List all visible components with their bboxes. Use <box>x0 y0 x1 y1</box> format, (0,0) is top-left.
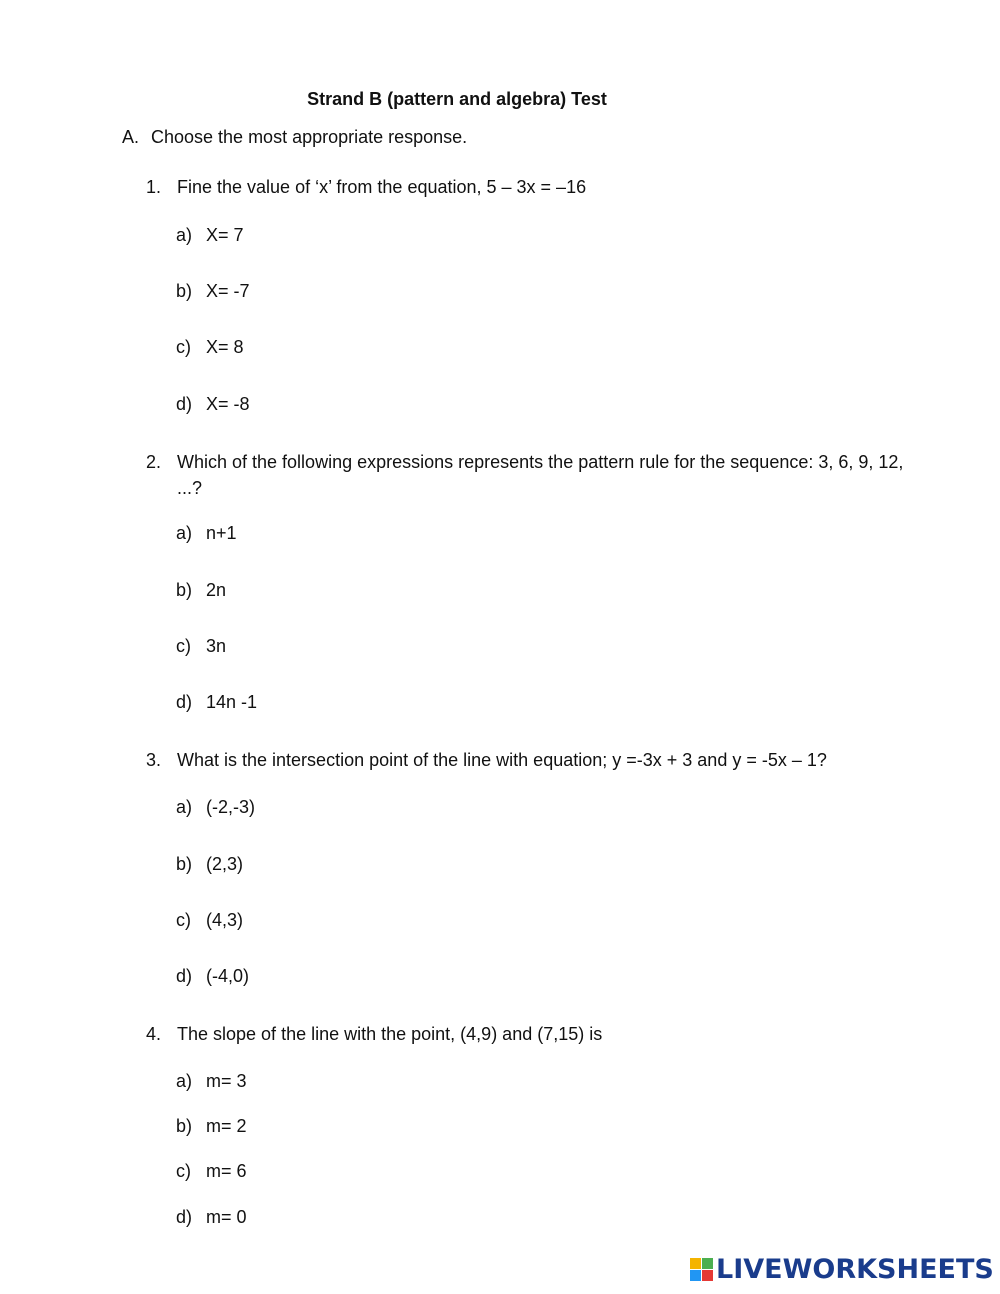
option-letter: a) <box>176 1071 193 1091</box>
option-letter: c) <box>176 910 191 930</box>
question-number: 1. <box>146 177 162 197</box>
option-4b[interactable] <box>176 1116 247 1137</box>
logo-mark-icon <box>690 1258 713 1281</box>
option-text: 14n -1 <box>206 692 258 712</box>
logo-square-icon <box>702 1270 713 1281</box>
option-letter: d) <box>176 394 193 414</box>
option-text: (4,3) <box>206 910 244 930</box>
section-instruction: Choose the most appropriate response. <box>151 127 468 147</box>
option-text: X= 8 <box>206 337 244 357</box>
logo-square-icon <box>702 1258 713 1269</box>
option-text: (2,3) <box>206 854 244 874</box>
option-letter: d) <box>176 966 193 986</box>
option-2b[interactable] <box>176 580 226 601</box>
option-3c[interactable] <box>176 910 243 931</box>
option-letter: d) <box>176 692 193 712</box>
option-text: X= -7 <box>206 281 250 301</box>
question-text: Which of the following expressions represents the pattern rule for the sequence: 3, 6, 9, 12, ...? <box>177 452 904 498</box>
option-letter: b) <box>176 281 193 301</box>
option-letter: b) <box>176 1116 193 1136</box>
option-text: n+1 <box>206 523 237 543</box>
option-text: X= -8 <box>206 394 250 414</box>
question-number: 4. <box>146 1024 162 1044</box>
option-3b[interactable] <box>176 854 243 875</box>
option-letter: a) <box>176 523 193 543</box>
option-text: (-2,-3) <box>206 797 255 817</box>
option-2d[interactable] <box>176 692 257 713</box>
question-3 <box>146 747 907 773</box>
option-text: X= 7 <box>206 225 244 245</box>
page-title: Strand B (pattern and algebra) Test <box>307 89 607 109</box>
question-text: The slope of the line with the point, (4,9) and (7,15) is <box>177 1024 603 1044</box>
liveworksheets-logo <box>690 1253 994 1285</box>
option-2c[interactable] <box>176 636 226 657</box>
option-letter: d) <box>176 1207 193 1227</box>
option-letter: b) <box>176 854 193 874</box>
option-letter: a) <box>176 797 193 817</box>
option-text: 3n <box>206 636 227 656</box>
option-text: (-4,0) <box>206 966 250 986</box>
option-letter: a) <box>176 225 193 245</box>
question-4 <box>146 1021 907 1047</box>
option-2a[interactable] <box>176 523 237 544</box>
question-1 <box>146 174 907 200</box>
logo-square-icon <box>690 1258 701 1269</box>
option-3a[interactable] <box>176 797 255 818</box>
section-heading <box>122 127 467 148</box>
option-letter: c) <box>176 636 191 656</box>
option-1c[interactable] <box>176 337 244 358</box>
logo-square-icon <box>690 1270 701 1281</box>
option-text: m= 6 <box>206 1161 247 1181</box>
logo-text: LIVEWORKSHEETS <box>716 1253 994 1285</box>
option-text: m= 0 <box>206 1207 247 1227</box>
option-4c[interactable] <box>176 1161 247 1182</box>
option-3d[interactable] <box>176 966 249 987</box>
option-1a[interactable] <box>176 225 244 246</box>
option-4d[interactable] <box>176 1207 247 1228</box>
question-text: Fine the value of ‘x’ from the equation, 5 – 3x = –16 <box>177 177 587 197</box>
option-letter: b) <box>176 580 193 600</box>
section-label: A. <box>122 127 140 147</box>
option-letter: c) <box>176 1161 191 1181</box>
option-letter: c) <box>176 337 191 357</box>
option-text: m= 3 <box>206 1071 247 1091</box>
option-4a[interactable] <box>176 1071 247 1092</box>
option-text: m= 2 <box>206 1116 247 1136</box>
question-text: What is the intersection point of the line with equation; y =-3x + 3 and y = -5x – 1? <box>177 750 827 770</box>
question-2 <box>146 449 907 501</box>
option-1b[interactable] <box>176 281 250 302</box>
question-number: 3. <box>146 750 162 770</box>
question-number: 2. <box>146 452 162 472</box>
option-text: 2n <box>206 580 227 600</box>
option-1d[interactable] <box>176 394 250 415</box>
